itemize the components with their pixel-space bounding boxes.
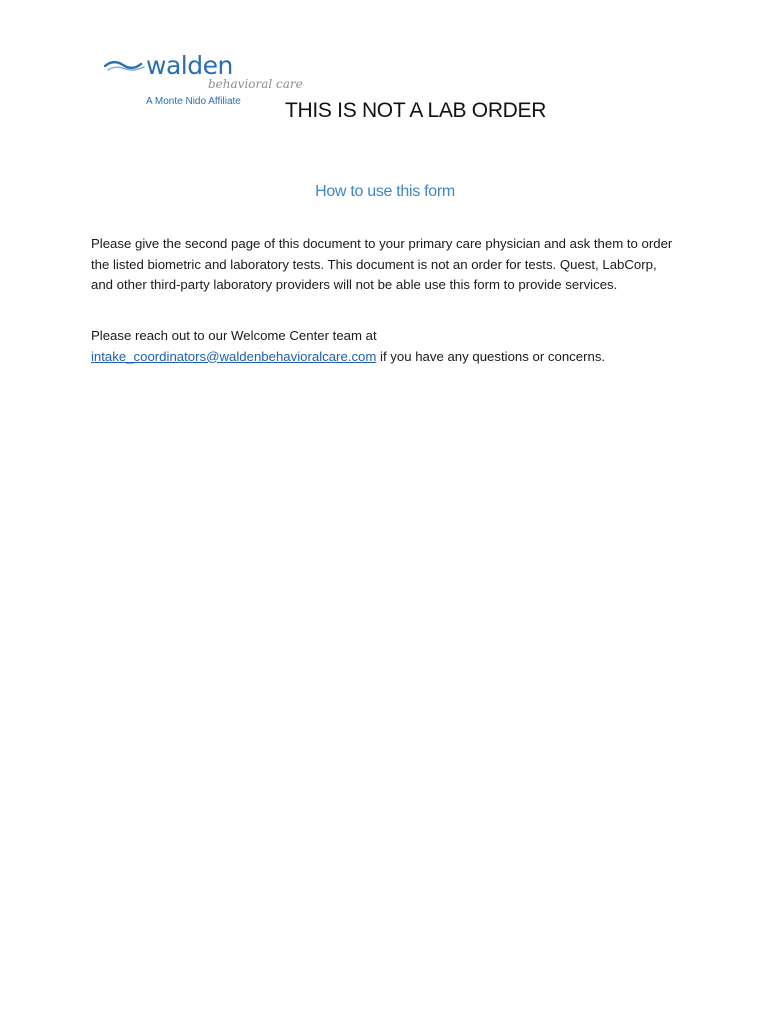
- logo-wordmark: walden: [146, 51, 233, 80]
- contact-paragraph: [91, 326, 681, 367]
- walden-logo: [104, 51, 303, 110]
- wave-icon: [104, 59, 146, 73]
- page-title: THIS IS NOT A LAB ORDER: [285, 99, 547, 122]
- email-link[interactable]: intake_coordinators@waldenbehavioralcare.com: [91, 348, 377, 364]
- logo-subtitle: behavioral care: [208, 77, 303, 91]
- contact-intro-text: Please reach out to our Welcome Center team at: [91, 328, 377, 343]
- instructions-paragraph: Please give the second page of this document to your primary care physician and ask them to order the listed biometric and laboratory tests. This document is not an order for tests. Quest, LabCorp, and other third-party laboratory providers will not be able use this form to provide services.: [91, 236, 673, 293]
- logo-affiliate-text: A Monte Nido Affiliate: [146, 96, 241, 107]
- section-heading: How to use this form: [315, 183, 455, 200]
- contact-outro-text: if you have any questions or concerns.: [376, 348, 606, 364]
